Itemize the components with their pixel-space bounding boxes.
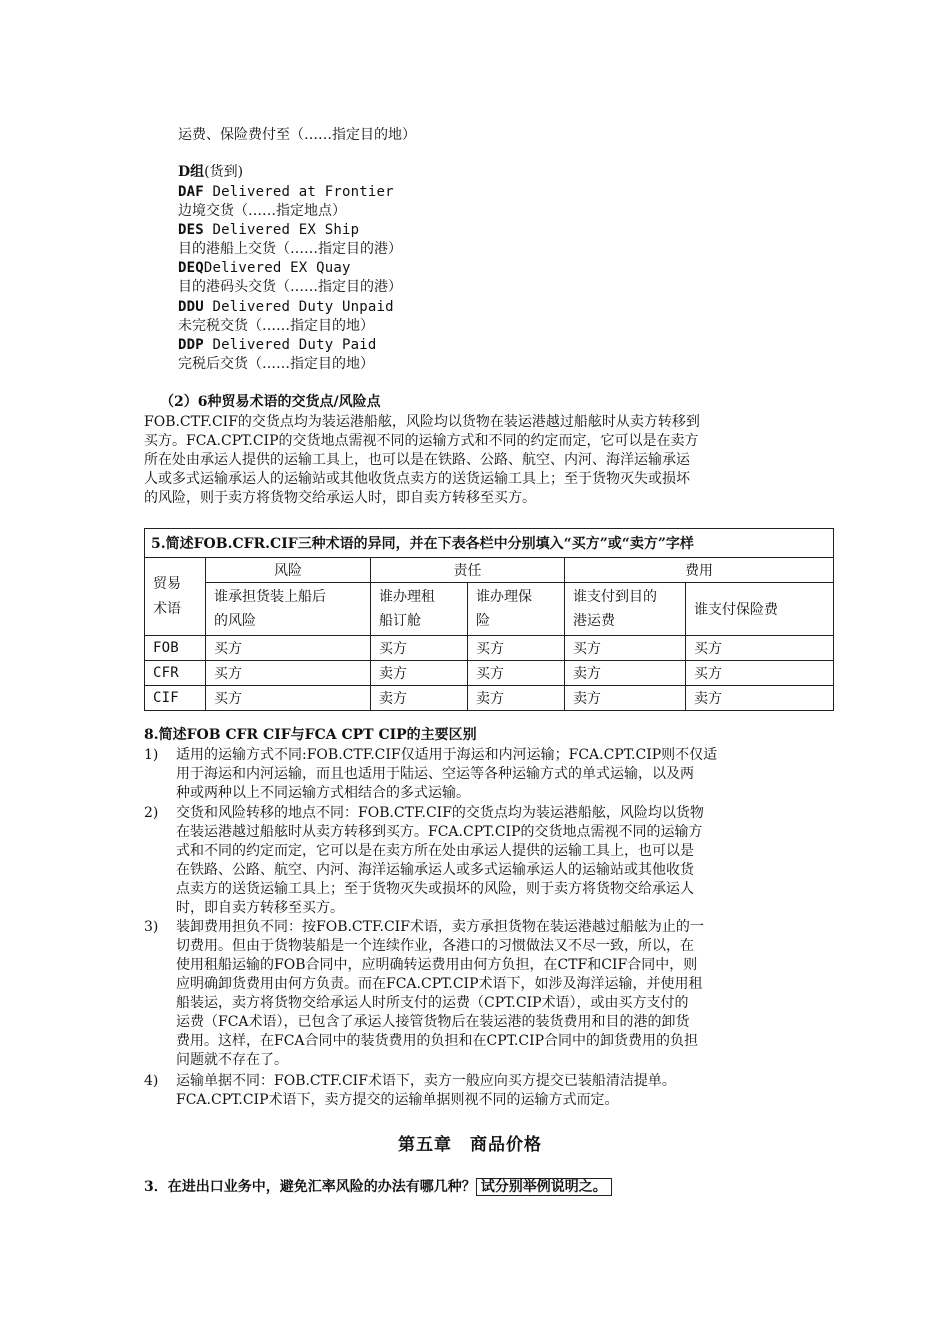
list-item-line: 种或两种以上不同运输方式相结合的多式运输。 <box>176 785 470 801</box>
table-cell: 买方 <box>686 636 834 661</box>
table-cell: 买方 <box>206 686 371 711</box>
list-item-number: 2) <box>144 805 159 821</box>
list-item-line: 装卸费用担负不同：按FOB.CTF.CIF术语，卖方承担货物在装运港越过船舷为止的一 <box>176 919 704 935</box>
term-code: DDU <box>178 299 204 315</box>
list-item-line: 船装运，卖方将货物交给承运人时所支付的运费（CPT.CIP术语），或由买方支付的 <box>176 995 689 1011</box>
table-cell: 买方 <box>371 636 468 661</box>
list-item-text <box>176 1072 676 1110</box>
list-item-line: 费用。这样，在FCA合同中的装货费用的负担和在CPT.CIP合同中的卸货费用的负担 <box>176 1033 699 1049</box>
question-3 <box>144 1178 612 1197</box>
header-cost: 费用 <box>565 558 834 583</box>
list-item-line: 应明确卸货费用由何方负责。而在FCA.CPT.CIP术语下，如涉及海洋运输，并使用租 <box>176 976 703 992</box>
trade-terms-table <box>144 528 834 711</box>
list-item-line: 点卖方的送货运输工具上；至于货物灭失或损坏的风险，则于卖方将货物交给承运人 <box>176 881 694 897</box>
table-cell: 卖方 <box>565 661 686 686</box>
header-trade-term-line: 术语 <box>153 600 181 617</box>
list-item-text <box>176 918 704 1070</box>
table-row <box>145 686 834 711</box>
dgroup-heading-code: D组 <box>178 164 205 180</box>
subheader-line: 谁承担货装上船后 <box>214 589 326 605</box>
term-en: Delivered Duty Paid <box>203 337 377 353</box>
term-code: DEQ <box>178 260 204 276</box>
paragraph-line: 人或多式运输承运人的运输站或其他收货点卖方的送货运输工具上；至于货物灭失或损坏 <box>144 471 690 487</box>
table-cell-term: CIF <box>145 686 206 711</box>
list-item-line: 用于海运和内河运输，而且也适用于陆运、空运等各种运输方式的单式运输，以及两 <box>176 766 694 782</box>
table-cell: 买方 <box>206 636 371 661</box>
subheader-line: 谁办理保 <box>476 589 532 605</box>
term-en-line <box>178 298 394 317</box>
subheader-risk <box>206 583 371 636</box>
table-cell-term: CFR <box>145 661 206 686</box>
term-cn: 目的港码头交货（……指定目的港） <box>178 279 402 295</box>
term-cn: 完税后交货（……指定目的地） <box>178 356 374 372</box>
subheader-premium: 谁支付保险费 <box>686 583 834 636</box>
section8-heading: 8.简述FOB CFR CIF与FCA CPT CIP的主要区别 <box>144 727 477 743</box>
header-trade-term <box>145 558 206 636</box>
list-item-line: 适用的运输方式不同:FOB.CTF.CIF仅适用于海运和内河运输；FCA.CPT.CIP则不仅适 <box>176 747 718 763</box>
list-item-text <box>176 746 717 803</box>
list-item-line: 使用租船运输的FOB合同中，应明确转运费用由何方负担，在CTF和CIF合同中，则 <box>176 957 698 973</box>
term-en-line <box>178 183 394 202</box>
freight-insurance-line: 运费、保险费付至（……指定目的地） <box>178 127 416 143</box>
dgroup-heading-note: (货到) <box>204 164 244 180</box>
subheader-line: 的风险 <box>214 613 256 629</box>
list-item-line: 在装运港越过船舷时从卖方转移到买方。FCA.CPT.CIP的交货地点需视不同的运输方 <box>176 824 703 840</box>
table-row <box>145 636 834 661</box>
subheader-line: 谁办理租 <box>379 589 435 605</box>
table-cell: 卖方 <box>371 661 468 686</box>
subheader-insurance <box>468 583 565 636</box>
list-item-line: 在铁路、公路、航空、内河、海洋运输承运人或多式运输承运人的运输站或其他收货 <box>176 862 694 878</box>
term-en-line <box>178 221 359 240</box>
paragraph-line: 买方。FCA.CPT.CIP的交货地点需视不同的运输方式和不同的约定而定，它可以是在卖方 <box>144 433 699 449</box>
table-cell: 卖方 <box>565 686 686 711</box>
table-title: 5.简述FOB.CFR.CIF三种术语的异同，并在下表各栏中分别填入“买方”或“卖方”字样 <box>145 529 834 558</box>
list-item-line: 问题就不存在了。 <box>176 1052 288 1068</box>
paragraph-line: 所在处由承运人提供的运输工具上，也可以是在铁路、公路、航空、内河、海洋运输承运 <box>144 452 690 468</box>
list-item-number: 3) <box>144 919 159 935</box>
table-cell: 卖方 <box>686 686 834 711</box>
term-en-line <box>178 336 376 355</box>
table-cell: 买方 <box>468 636 565 661</box>
dgroup-heading <box>178 163 243 182</box>
table-row <box>145 661 834 686</box>
subheader-line: 港运费 <box>573 613 615 629</box>
subheader-freight <box>565 583 686 636</box>
list-item-line: 运输单据不同：FOB.CTF.CIF术语下，卖方一般应向买方提交已装船清洁提单。 <box>176 1073 676 1089</box>
header-trade-term-line: 贸易 <box>153 575 181 592</box>
list-item-text <box>176 804 704 918</box>
term-cn: 目的港船上交货（……指定目的港） <box>178 241 402 257</box>
table-cell-term: FOB <box>145 636 206 661</box>
term-cn: 未完税交货（……指定目的地） <box>178 318 374 334</box>
list-item-line: 时，即自卖方转移至买方。 <box>176 900 344 916</box>
subheader-line: 险 <box>476 613 490 629</box>
list-item-line: 交货和风险转移的地点不同：FOB.CTF.CIF的交货点均为装运港船舷，风险均以货物 <box>176 805 704 821</box>
term-en-line <box>178 259 351 278</box>
question-boxed-text: 试分别举例说明之。 <box>476 1178 612 1196</box>
list-item-line: 式和不同的约定而定，它可以是在卖方所在处由承运人提供的运输工具上，也可以是 <box>176 843 694 859</box>
term-code: DDP <box>178 337 204 353</box>
term-code: DAF <box>178 184 204 200</box>
term-code: DES <box>178 222 204 238</box>
header-responsibility: 责任 <box>371 558 565 583</box>
table-cell: 买方 <box>565 636 686 661</box>
subheader-line: 谁支付到目的 <box>573 589 657 605</box>
term-en: Delivered EX Ship <box>203 222 360 238</box>
list-item-number: 4) <box>144 1073 159 1089</box>
table-cell: 卖方 <box>468 686 565 711</box>
list-item-line: 运费（FCA术语），已包含了承运人接管货物后在装运港的装货费用和目的港的卸货 <box>176 1014 690 1030</box>
list-item-number: 1) <box>144 747 159 763</box>
table-cell: 买方 <box>206 661 371 686</box>
chapter-title: 第五章 商品价格 <box>398 1135 542 1155</box>
paragraph-line: 的风险，则于卖方将货物交给承运人时，即自卖方转移至买方。 <box>144 490 536 506</box>
term-en: Delivered at Frontier <box>203 184 394 200</box>
term-en: Delivered EX Quay <box>203 260 351 276</box>
table-cell: 卖方 <box>371 686 468 711</box>
question-text: 3．在进出口业务中，避免汇率风险的办法有哪几种？ <box>144 1179 476 1195</box>
list-item-line: FCA.CPT.CIP术语下，卖方提交的运输单据则视不同的运输方式而定。 <box>176 1092 619 1108</box>
table-cell: 买方 <box>468 661 565 686</box>
section2-paragraph <box>144 413 700 508</box>
subheader-line: 船订舱 <box>379 613 421 629</box>
term-en: Delivered Duty Unpaid <box>203 299 394 315</box>
paragraph-line: FOB.CTF.CIF的交货点均为装运港船舷，风险均以货物在装运港越过船舷时从卖方转移到 <box>144 414 700 430</box>
list-item-line: 切费用。但由于货物装船是一个连续作业，各港口的习惯做法又不尽一致，所以，在 <box>176 938 694 954</box>
section2-heading: （2）6种贸易术语的交货点/风险点 <box>160 394 381 410</box>
table-cell: 买方 <box>686 661 834 686</box>
subheader-shipping <box>371 583 468 636</box>
term-cn: 边境交货（……指定地点） <box>178 203 346 219</box>
header-risk: 风险 <box>206 558 371 583</box>
